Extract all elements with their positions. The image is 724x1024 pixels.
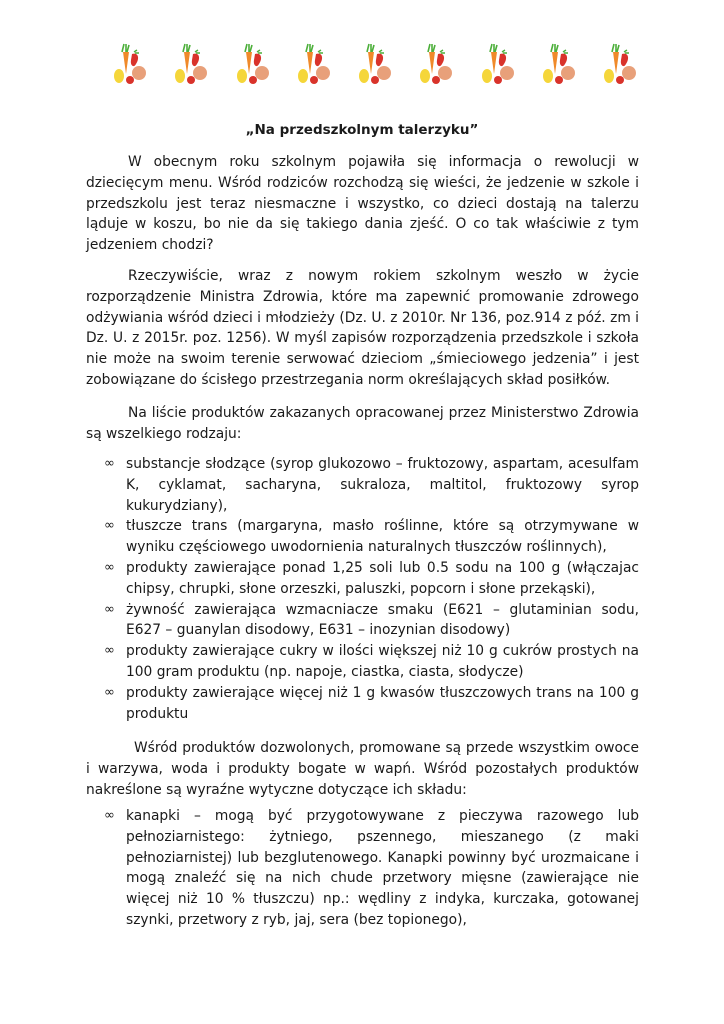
- banned-product-item: [86, 516, 639, 558]
- banned-product-item: [86, 600, 639, 642]
- paragraph-regulation-text: Rzeczywiście, wraz z nowym rokiem szkolnym weszło w życie rozporządzenie Ministra Zdrowia, które ma zapewnić promowanie zdrowego odżywiania wśród dzieci i młodzieży (Dz. U. z 2010r. Nr 136, poz.914 z póź. zm i Dz. U. z 2015r. poz. 1256). W myśl zapisów rozporządzenia przedszkole i szkoła nie może na swoim terenie serwować dzieciom „śmieciowego jedzenia” i jest zobowiązane do ścisłego przestrzegania norm określających skład posiłków.: [86, 268, 639, 388]
- paragraph-banned-intro-text: Na liście produktów zakazanych opracowanej przez Ministerstwo Zdrowia są wszelkiego rodzaju:: [86, 405, 639, 442]
- infinity-bullet-icon: ∞: [104, 518, 115, 534]
- vegetables-icon: [416, 40, 456, 90]
- infinity-bullet-icon: ∞: [104, 559, 115, 575]
- document-title: „Na przedszkolnym talerzyku”: [245, 122, 479, 138]
- vegetables-icon: [110, 40, 150, 90]
- vegetables-icon: [539, 40, 579, 90]
- allowed-product-item-text: kanapki – mogą być przygotowywane z pieczywa razowego lub pełnoziarnistego: żytniego, pszennego, mieszanego (z maki pełnoziarnistej) lub bezglutenowego. Kanapki powinny być urozmaicane i mogą znaleźć się na nich chude przetwory mięsne (zawierające nie więcej niż 10 % tłuszczu) np.: wędliny z indyka, kurczaka, gotowanej szynki, przetwory z ryb, jaj, sera (bez topionego),: [126, 808, 639, 928]
- infinity-bullet-icon: ∞: [104, 643, 115, 659]
- vegetables-icon: [233, 40, 273, 90]
- paragraph-intro-text: W obecnym roku szkolnym pojawiła się informacja o rewolucji w dziecięcym menu. Wśród rodziców rozchodzą się wieści, że jedzenie w szkole i przedszkolu jest teraz niesmaczne i wszystko, co dzieci dostają na talerzu ląduje w koszu, bo nie da się takiego dania zjeść. O co tak właściwie z tym jedzeniem chodzi?: [86, 154, 639, 254]
- infinity-bullet-icon: ∞: [104, 456, 115, 471]
- banned-product-item-text: tłuszcze trans (margaryna, masło roślinne, które są otrzymywane w wyniku częściowego uwodornienia naturalnych tłuszczów roślinnych),: [126, 518, 639, 556]
- banned-product-item: [86, 641, 639, 683]
- vegetables-icon: [171, 40, 211, 90]
- allowed-products-list: [86, 806, 639, 931]
- vegetables-icon: [355, 40, 395, 90]
- paragraph-allowed-intro: [86, 738, 639, 800]
- infinity-bullet-icon: ∞: [104, 808, 115, 823]
- banned-product-item: [86, 454, 639, 516]
- paragraph-allowed-intro-text: Wśród produktów dozwolonych, promowane są przede wszystkim owoce i warzywa, woda i produkty bogate w wapń. Wśród pozostałych produktów nakreślone są wyraźne wytyczne dotyczące ich składu:: [86, 740, 639, 798]
- infinity-bullet-icon: ∞: [104, 684, 115, 700]
- banned-product-item-text: produkty zawierające ponad 1,25 soli lub 0.5 sodu na 100 g (włączajac chipsy, chrupki, słone orzeszki, paluszki, popcorn i słone przekąski),: [126, 559, 639, 597]
- banned-product-item: [86, 683, 639, 725]
- allowed-product-item: [86, 806, 639, 931]
- vegetables-icon: [478, 40, 518, 90]
- vegetables-icon: [600, 40, 640, 90]
- banned-product-item: [86, 558, 639, 600]
- paragraph-banned-intro: [86, 403, 639, 445]
- banned-product-item-text: produkty zawierające cukry w ilości większej niż 10 g cukrów prostych na 100 gram produktu (np. napoje, ciastka, ciasta, słodycze): [126, 643, 639, 680]
- infinity-bullet-icon: ∞: [104, 601, 115, 617]
- banned-product-item-text: substancje słodzące (syrop glukozowo – fruktozowy, aspartam, acesulfam K, cyklamat, sacharyna, sukraloza, maltitol, fruktozowy syrop kukurydziany),: [126, 456, 639, 514]
- vegetable-decoration-row: [110, 40, 640, 90]
- banned-product-item-text: żywność zawierająca wzmacniacze smaku (E621 – glutaminian sodu, E627 – guanylan disodowy, E631 – inozynian disodowy): [126, 601, 639, 639]
- banned-product-item-text: produkty zawierające więcej niż 1 g kwasów tłuszczowych trans na 100 g produktu: [126, 684, 639, 722]
- vegetables-icon: [294, 40, 334, 90]
- paragraph-regulation: [86, 266, 639, 391]
- banned-products-list: [86, 454, 639, 724]
- paragraph-intro: [86, 152, 639, 256]
